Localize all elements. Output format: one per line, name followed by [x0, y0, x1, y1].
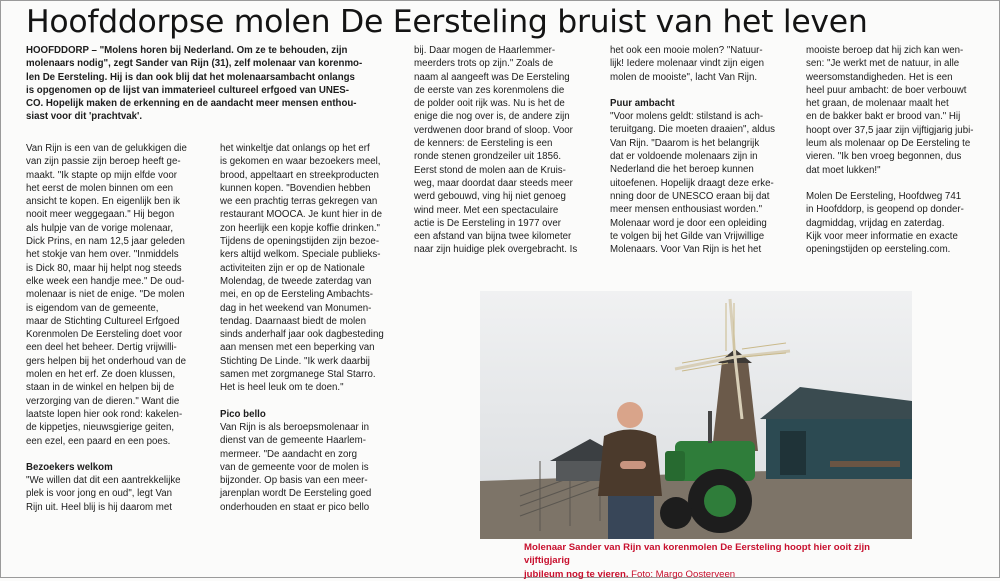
text-line: de kippetjes, nieuwsgierige geiten,: [26, 422, 175, 434]
article-column-2: [220, 142, 416, 514]
text-line: molen de mooiste", lacht Van Rijn.: [610, 71, 758, 83]
text-line: openingstijden op eersteling.com.: [806, 244, 951, 256]
text-line: naam al aangeeft was De Eersteling: [414, 71, 570, 83]
article-column-5: [806, 44, 996, 256]
text-line: Van Rijn is een van de gelukkigen die: [26, 143, 187, 154]
text-line: de polder ooit rijk was. Nu is het de: [414, 98, 565, 110]
text-line: uitoefenen. Hopelijk draagt deze erke-: [610, 177, 774, 189]
text-line: enige die nog over is, de andere zijn: [414, 111, 570, 123]
text-line: een afstand van bijna twee kilometer: [414, 231, 572, 243]
text-line: jarenplan wordt De Eersteling goed: [220, 488, 372, 500]
text-line: dat er voldoende molenaars zijn in: [610, 151, 758, 163]
text-line: mooiste beroep dat hij zich kan wen-: [806, 45, 964, 56]
text-line: dag in het weekend van Monumen-: [220, 302, 372, 314]
text-line: Kijk voor meer informatie en exacte: [806, 230, 958, 242]
text-line: verdwenen door brand of sloop. Voor: [414, 124, 573, 136]
text-line: meerders trots op zijn." Zoals de: [414, 58, 554, 70]
text-line: kers altijd welkom. Speciale publieks-: [220, 249, 381, 261]
text-line: Molenaar word je door een opleiding: [610, 217, 767, 229]
text-line: aan mensen met een beperking van: [220, 342, 375, 354]
text-line: de eerste van zes korenmolens die: [414, 84, 565, 96]
text-line: plek is voor jong en oud", legt Van: [26, 488, 172, 500]
miller-hands: [620, 461, 646, 469]
photo-credit: Foto: Margo Oosterveen: [631, 568, 736, 580]
text-line: Tijdens de openingstijden zijn bezoe-: [220, 236, 380, 248]
text-line: van de gemeente voor de molen is: [220, 461, 369, 473]
text-line: te volgen bij het Gilde van Vrijwillige: [610, 230, 765, 242]
text-line: tendag. Daarnaast biedt de molen: [220, 315, 366, 327]
text-line: we een prachtig terras gekregen van: [220, 196, 378, 208]
text-line: een ezel, een paard en een poes.: [26, 435, 171, 447]
text-line: leum als molenaar op De Eersteling te: [806, 138, 971, 150]
paragraph-gap: [26, 448, 216, 461]
text-line: Stichting De Linde. "Ik werk daarbij: [220, 355, 370, 367]
text-line: de kenners: de Eersteling is een: [414, 138, 553, 150]
text-line: heel puur ambacht: de boer verbouwt: [806, 84, 967, 96]
text-line: van zijn passie zijn beroep heeft ge-: [26, 156, 181, 168]
text-line: Van Rijn. "Daarom is het belangrijk: [610, 137, 760, 149]
text-line: Dick Prins, en nam 12,5 jaar geleden: [26, 236, 185, 248]
text-line: teruitgang. Die moeten draaien", aldus: [610, 124, 775, 136]
text-line: Molendag, de tweede zaterdag van: [220, 275, 372, 287]
text-line: bijzonder. Op basis van een meer-: [220, 475, 368, 487]
text-line: mei, en op de Eersteling Ambachts-: [220, 289, 373, 301]
subheading: Pico bello: [220, 408, 266, 420]
text-line: en de bakker bakt er brood van." Hij: [806, 111, 961, 123]
article-column-1: [26, 142, 216, 514]
text-line: verzorging van de dieren." Want die: [26, 395, 180, 407]
text-line: nning door de UNESCO eraan bij dat: [610, 190, 770, 202]
text-line: restaurant MOOCA. Je kunt hier in de: [220, 209, 383, 221]
article-column-3: [414, 44, 604, 257]
text-line: actie is De Eersteling in 1977 over: [414, 217, 562, 229]
text-line: Het is heel leuk om te doen.": [220, 382, 344, 394]
text-line: Molenaars. Voor Van Rijn is het het: [610, 244, 762, 256]
miller-jeans: [608, 496, 654, 539]
text-line: dat moet lukken!": [806, 164, 881, 176]
text-line: Molen De Eersteling, Hoofdweg 741: [806, 190, 962, 202]
text-line: lijk! Iedere molenaar vindt zijn eigen: [610, 58, 765, 70]
text-line: laatste lopen hier ook rond: kakelen-: [26, 408, 183, 420]
text-line: maar de Stichting Cultureel Erfgoed: [26, 315, 180, 327]
text-line: het stokje van hem over. "Inmiddels: [26, 249, 179, 261]
text-line: activiteiten zijn er op de Nationale: [220, 262, 365, 274]
text-line: Van Rijn is als beroepsmolenaar in: [220, 421, 369, 433]
text-line: Korenmolen De Eersteling doet voor: [26, 329, 183, 341]
subheading: Puur ambacht: [610, 97, 675, 109]
text-line: Eerst stond de molen aan de Kruis-: [414, 164, 566, 176]
text-line: bij. Daar mogen de Haarlemmer-: [414, 45, 556, 56]
text-line: is gekomen en waar bezoekers meel,: [220, 156, 381, 168]
text-line: naar zijn huidige plek overgebracht. Is: [414, 244, 578, 256]
miller-head: [617, 402, 643, 428]
text-line: Rijn uit. Heel blij is hij daarom met: [26, 501, 172, 513]
text-line: onderhouden en staat er pico bello: [220, 501, 370, 513]
paragraph-gap: [806, 177, 996, 190]
text-line: het graan, de molenaar maalt het: [806, 98, 949, 110]
text-line: als hulpje van de vorige molenaar,: [26, 222, 174, 234]
text-line: een deel het beheer. Dertig vrijwilli-: [26, 342, 177, 354]
text-line: dienst van de gemeente Haarlem-: [220, 435, 366, 447]
text-line: ronde stenen grondzeiler uit 1856.: [414, 151, 562, 163]
text-line: Nederland die het beroep kunnen: [610, 164, 754, 176]
text-line: weg, maar doordat daar steeds meer: [414, 177, 573, 189]
text-line: hoopt over 37,5 jaar zijn vijftigjarig jubi-: [806, 124, 974, 136]
photo-miller-with-tractor: [480, 291, 912, 539]
text-line: samen met zorgmanege Stal Starro.: [220, 369, 376, 381]
text-line: gers helpen bij het onderhoud van de: [26, 355, 186, 367]
text-line: zon heerlijk een kopje koffie drinken.": [220, 222, 380, 234]
tractor-hood: [665, 451, 685, 481]
paragraph-gap: [610, 84, 800, 97]
headline: Hoofddorpse molen De Eersteling bruist van het leven: [26, 4, 868, 40]
text-line: meer mensen enthousiast worden.": [610, 204, 763, 216]
text-line: nooit meer weggegaan." Hij begon: [26, 209, 175, 221]
picnic-table: [830, 461, 900, 467]
text-line: dagmiddag, vrijdag en zaterdag.: [806, 217, 945, 229]
tractor-front-wheel: [660, 497, 692, 529]
text-line: werd gebouwd, ving hij niet genoeg: [414, 191, 566, 203]
text-line: het eerst de molen binnen om een: [26, 182, 174, 194]
text-line: sinds anderhalf jaar ook dagbesteding: [220, 329, 384, 341]
shed-door: [780, 431, 806, 475]
text-line: elke week een handje mee." De oud-: [26, 275, 185, 287]
text-line: "Voor molens geldt: stilstand is ach-: [610, 111, 764, 123]
tractor-wheel-rim: [704, 485, 736, 517]
paragraph-gap: [220, 395, 416, 408]
text-line: vieren. "Ik ben vroeg begonnen, dus: [806, 151, 962, 163]
text-line: "We willen dat dit een aantrekkelijke: [26, 475, 181, 487]
text-line: staan in de winkel en helpen bij de: [26, 382, 175, 394]
text-line: ansicht te kopen. En eigenlijk ben ik: [26, 196, 181, 208]
text-line: in Hoofddorp, is geopend op donder-: [806, 204, 964, 216]
text-line: is eigendom van de gemeente,: [26, 302, 159, 314]
subheading: Bezoekers welkom: [26, 461, 113, 473]
text-line: het winkeltje dat onlangs op het erf: [220, 143, 370, 154]
photo-caption: Molenaar Sander van Rijn van korenmolen De Eersteling hoopt hier ooit zijn vijftigjarig jubileum nog te vieren. Foto: Margo Oosterveen: [524, 542, 870, 580]
intro-paragraph: HOOFDDORP – "Molens horen bij Nederland. Om ze te behouden, zijn molenaars nodig", zegt Sander van Rijn (31), zelf molenaar van korenmo- len De Eersteling. Hij is dan ook blij dat het molenaarsambacht onlangs is opgenomen op de lijst van immaterieel cultureel erfgoed van UNES- CO. Hopelijk maken de erkenning en de aandacht meer mensen enthou- siast voor dit 'prachtvak'.: [26, 45, 363, 123]
text-line: weersomstandigheden. Het is een: [806, 71, 953, 83]
text-line: is Dick 80, maar hij helpt nog steeds: [26, 262, 182, 274]
text-line: molen en het erf. Ze doen klussen,: [26, 369, 176, 381]
text-line: het ook een mooie molen? "Natuur-: [610, 45, 763, 56]
text-line: molenaar is niet de enige. "De molen: [26, 289, 185, 301]
photo-illustration: [480, 291, 912, 539]
text-line: mermeer. "De aandacht en zorg: [220, 448, 357, 460]
text-line: sen: "Je werkt met de natuur, in alle: [806, 58, 960, 70]
text-line: wind meer. Met een spectaculaire: [414, 204, 559, 216]
article-column-4: [610, 44, 800, 256]
text-line: brood, appeltaart en streekproducten: [220, 169, 379, 181]
tractor-exhaust: [708, 411, 712, 443]
text-line: kunnen kopen. "Bovendien hebben: [220, 182, 371, 194]
text-line: maakt. "Ik stapte op mijn elfde voor: [26, 169, 177, 181]
